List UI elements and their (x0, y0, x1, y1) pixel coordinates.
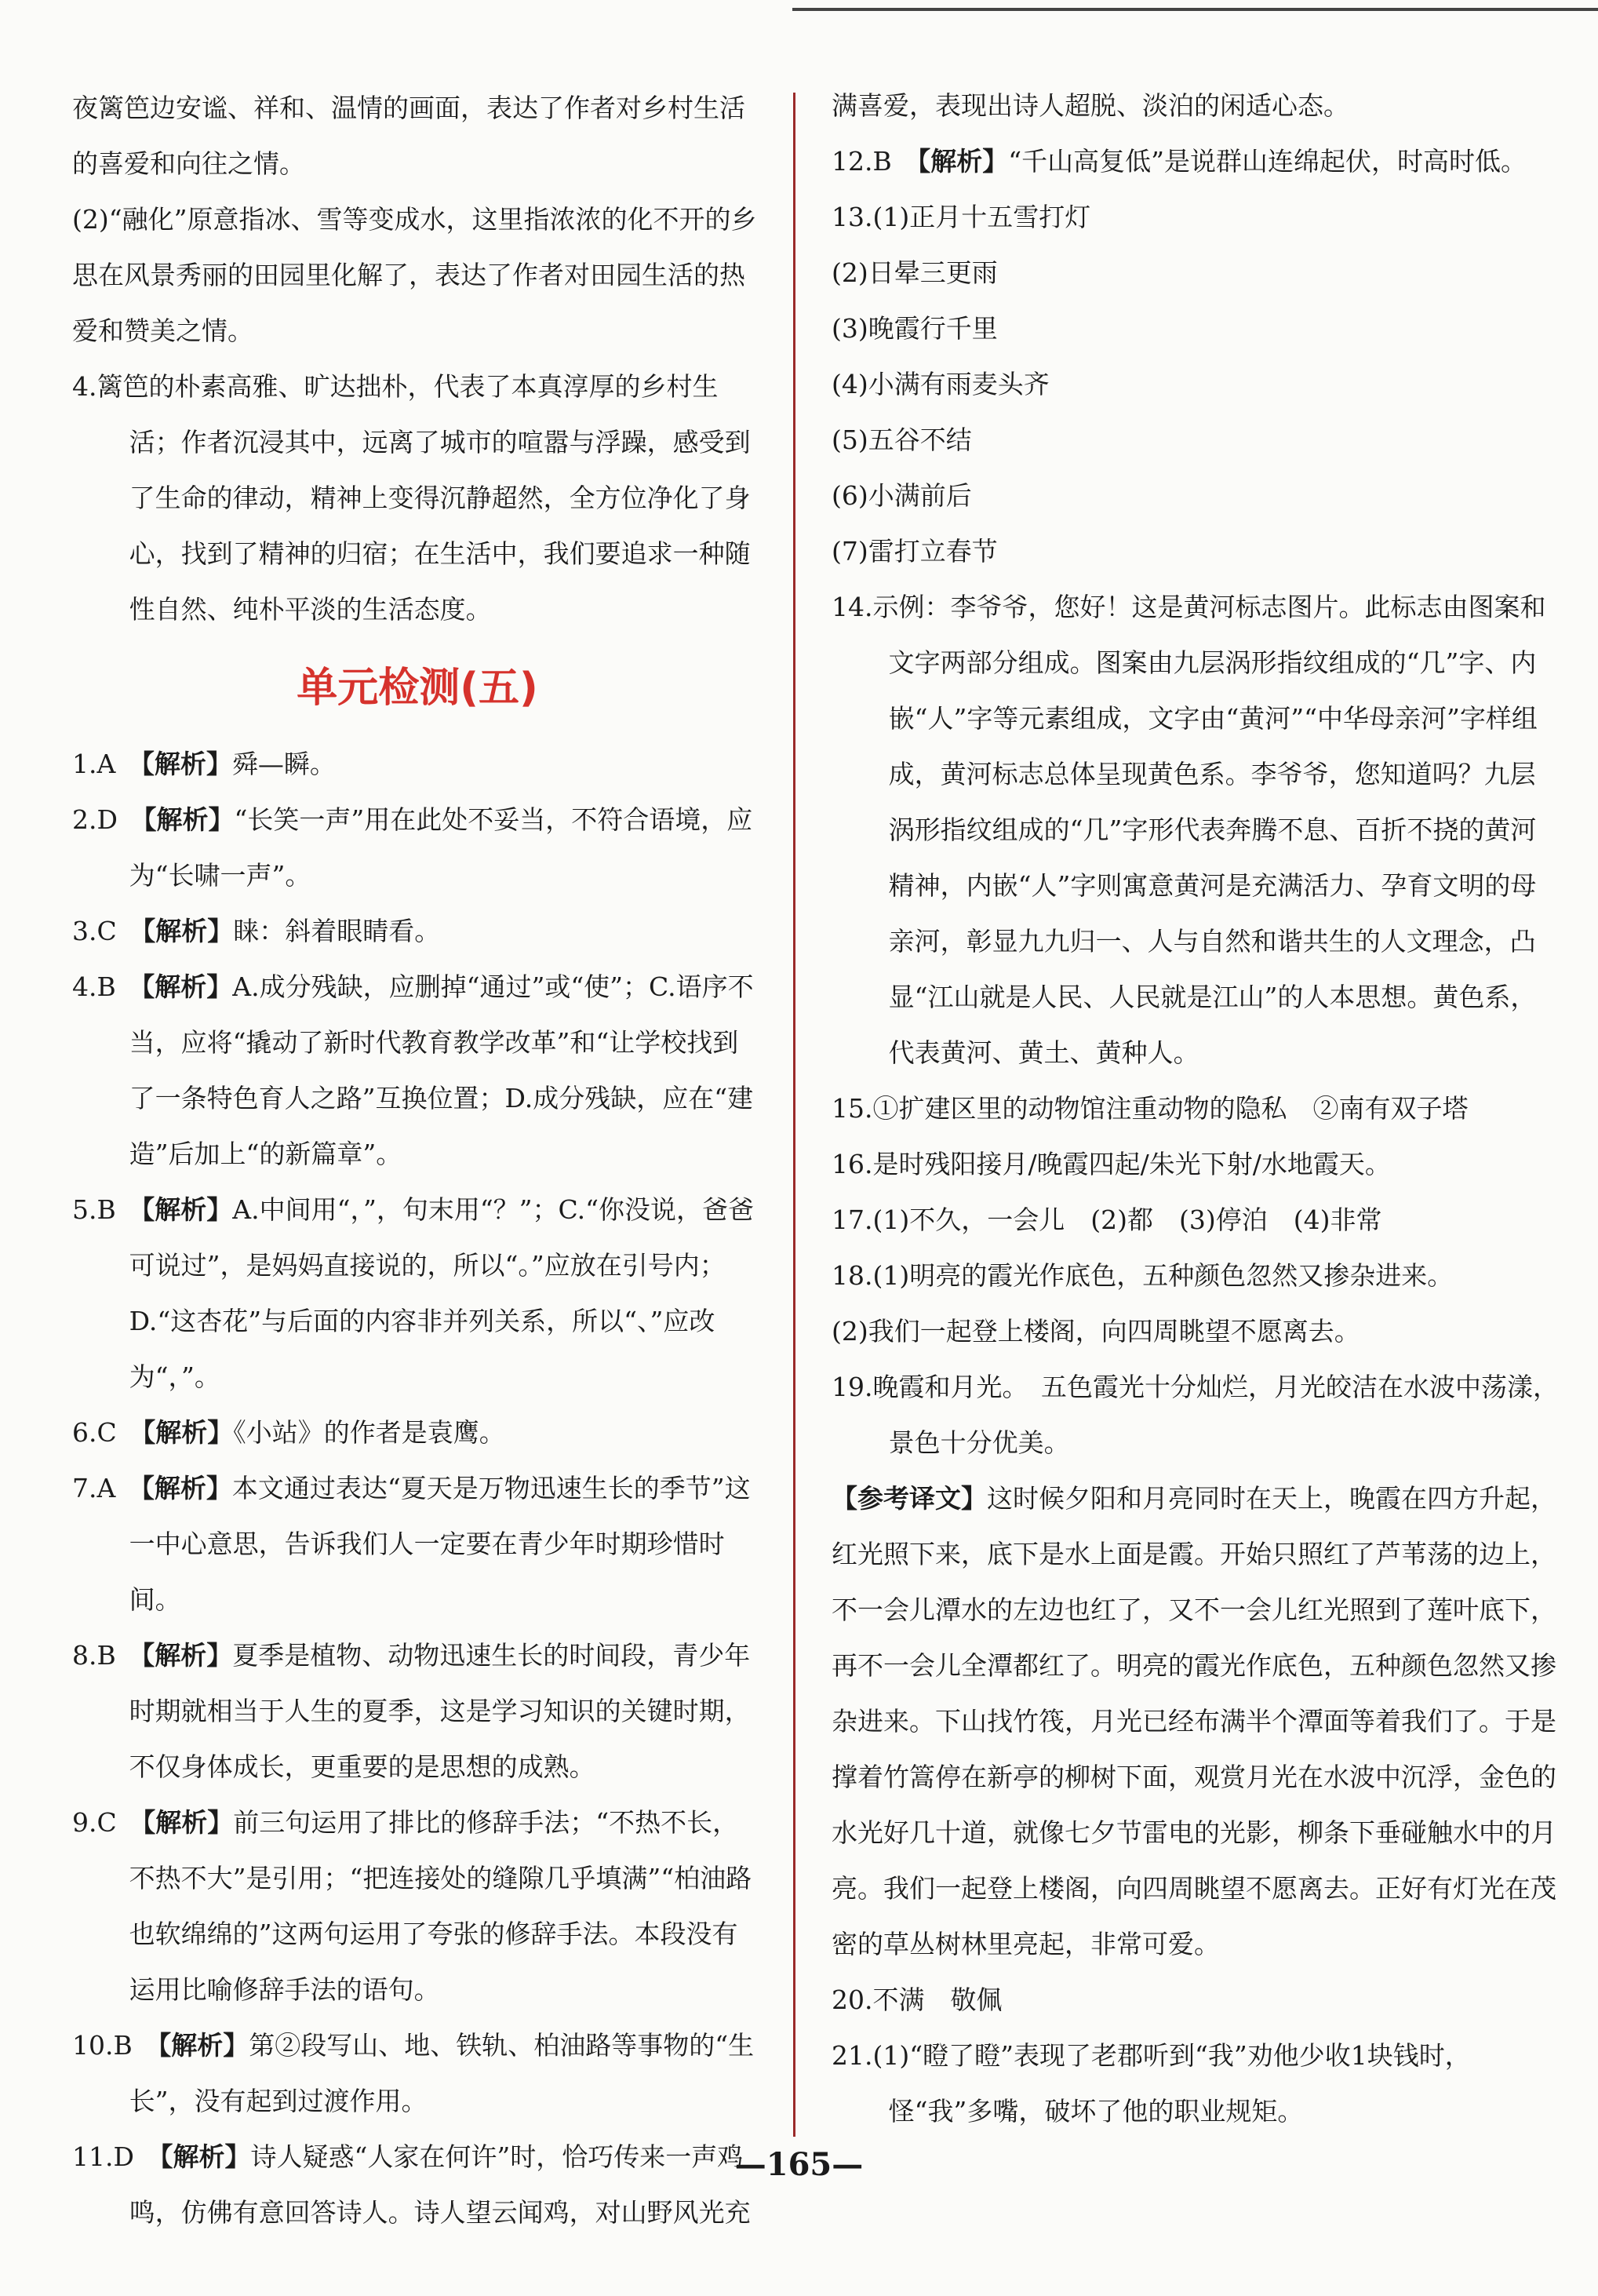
answer-item: 7.A 【解析】本文通过表达“夏天是万物迅速生长的季节”这一中心意思，告诉我们人一定要在青少年时期珍惜时间。 (72, 1473, 751, 1615)
answer-item: 2.D 【解析】“长笑一声”用在此处不妥当，不符合语境，应为“长啸一声”。 (72, 804, 753, 891)
reference-translation: 【参考译文】这时候夕阳和月亮同时在天上，晚霞在四方升起，红光照下来，底下是水上面是霞。开始只照红了芦苇荡的边上，不一会儿潭水的左边也红了，又不一会儿红光照到了莲叶底下，再不一会儿全潭都红了。明亮的霞光作底色，五种颜色忽然又掺杂进来。下山找竹筏，月光已经布满半个潭面等着我们了。于是撑着竹篙停在新亭的柳树下面，观赏月光在水波中沉浮，金色的水光好几十道，就像七夕节雷电的光影，柳条下垂碰触水中的月亮。我们一起登上楼阁，向四周眺望不愿离去。正好有灯光在茂密的草丛树林里亮起，非常可爱。 (832, 1483, 1556, 1959)
answer-item: 13.(1)正月十五雪打灯 (832, 202, 1091, 232)
top-rule (792, 8, 1598, 11)
answer-item: 14.示例：李爷爷，您好！这是黄河标志图片。此标志由图案和文字两部分组成。图案由九层涡形指纹组成的“几”字、内嵌“人”字等元素组成，文字由“黄河”“中华母亲河”字样组成，黄河标志总体呈现黄色系。李爷爷，您知道吗？九层涡形指纹组成的“几”字形代表奔腾不息、百折不挠的黄河精神，内嵌“人”字则寓意黄河是充满活力、孕育文明的母亲河，彰显九九归一、人与自然和谐共生的人文理念，凸显“江山就是人民、人民就是江山”的人本思想。黄色系，代表黄河、黄土、黄种人。 (832, 592, 1546, 1068)
section-title: 单元检测(五) (297, 665, 538, 712)
answer-subitem: (7)雷打立春节 (832, 536, 998, 567)
answer-item: 9.C 【解析】前三句运用了排比的修辞手法；“不热不长，不热不大”是引用；“把连接处的缝隙几乎填满”“柏油路也软绵绵的”这两句运用了夸张的修辞手法。本段没有运用比喻修辞手法的语句。 (72, 1807, 752, 2005)
answer-item: 4.篱笆的朴素高雅、旷达拙朴，代表了本真淳厚的乡村生活；作者沉浸其中，远离了城市的喧嚣与浮躁，感受到了生命的律动，精神上变得沉静超然，全方位净化了身心，找到了精神的归宿；在生活中，我们要追求一种随性自然、纯朴平淡的生活态度。 (72, 371, 751, 625)
answer-item: 18.(1)明亮的霞光作底色，五种颜色忽然又掺杂进来。 (832, 1260, 1454, 1291)
column-divider (793, 93, 795, 2137)
answer-item: 12.B 【解析】“千山高复低”是说群山连绵起伏，时高时低。 (832, 146, 1527, 177)
right-column (832, 78, 1561, 2139)
answer-item: 6.C 【解析】《小站》的作者是袁鹰。 (72, 1417, 505, 1448)
answer-item: 3.C 【解析】睐：斜着眼睛看。 (72, 916, 441, 946)
answer-item: 10.B 【解析】第②段写山、地、铁轨、柏油路等事物的“生长”，没有起到过渡作用。 (72, 2030, 755, 2116)
answer-item: 1.A 【解析】舜—瞬。 (72, 749, 336, 779)
answer-item: 15.①扩建区里的动物馆注重动物的隐私 ②南有双子塔 (832, 1093, 1469, 1124)
paragraph: 满喜爱，表现出诗人超脱、淡泊的闲适心态。 (832, 90, 1349, 121)
answer-item: 4.B 【解析】A.成分残缺，应删掉“通过”或“使”；C.语序不当，应将“撬动了新时代教育教学改革”和“让学校找到了一条特色育人之路”互换位置；D.成分残缺，应在“建造”后加上“的新篇章”。 (72, 971, 754, 1169)
answer-item: 11.D 【解析】诗人疑惑“人家在何许”时，恰巧传来一声鸡鸣，仿佛有意回答诗人。诗人望云闻鸡，对山野风光充 (72, 2141, 751, 2228)
paragraph: 夜篱笆边安谧、祥和、温情的画面，表达了作者对乡村生活的喜爱和向往之情。 (72, 93, 745, 179)
answer-subitem: (3)晚霞行千里 (832, 313, 998, 344)
answer-item: 17.(1)不久，一会儿 (2)都 (3)停泊 (4)非常 (832, 1204, 1382, 1235)
answer-item: 8.B 【解析】夏季是植物、动物迅速生长的时间段，青少年时期就相当于人生的夏季，这是学习知识的关键时期，不仅身体成长，更重要的是思想的成熟。 (72, 1640, 751, 1782)
answer-item: 20.不满 敬佩 (832, 1984, 1003, 2015)
answer-subitem: (4)小满有雨麦头齐 (832, 369, 1050, 399)
paragraph: (2)“融化”原意指冰、雪等变成水，这里指浓浓的化不开的乡思在风景秀丽的田园里化解了，表达了作者对田园生活的热爱和赞美之情。 (72, 204, 757, 346)
answer-subitem: (5)五谷不结 (832, 425, 972, 455)
answer-subitem: (2)日晕三更雨 (832, 257, 998, 288)
page-number: —165— (734, 2146, 864, 2183)
answer-subitem: (6)小满前后 (832, 480, 972, 511)
left-column (72, 80, 763, 2240)
answer-item: 5.B 【解析】A.中间用“，”，句末用“？”；C.“你没说，爸爸可说过”，是妈妈直接说的，所以“。”应放在引号内；D.“这杏花”与后面的内容非并列关系，所以“、”应改为“，”。 (72, 1194, 754, 1392)
answer-item: 19.晚霞和月光。 五色霞光十分灿烂，月光皎洁在水波中荡漾，景色十分优美。 (832, 1372, 1559, 1458)
answer-subitem: (2)我们一起登上楼阁，向四周眺望不愿离去。 (832, 1316, 1360, 1347)
answer-item: 21.(1)“瞪了瞪”表现了老郡听到“我”劝他少收1块钱时，怪“我”多嘴，破坏了他的职业规矩。 (832, 2040, 1471, 2127)
answer-item: 16.是时残阳接月/晚霞四起/朱光下射/水地霞天。 (832, 1149, 1391, 1179)
